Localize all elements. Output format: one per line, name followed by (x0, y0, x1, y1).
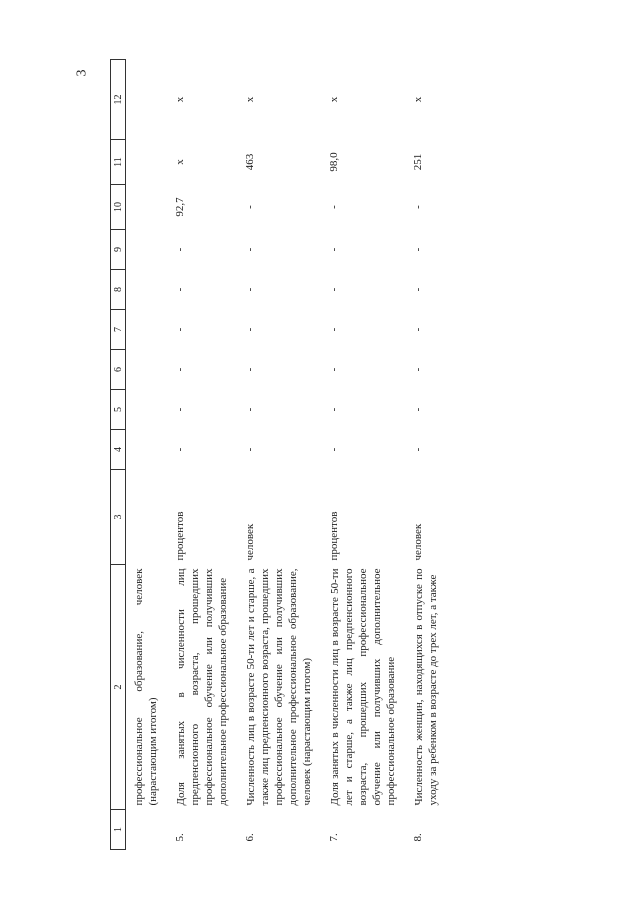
header-cell: 1 (111, 810, 126, 850)
value-cell: - (412, 407, 424, 412)
indicator-name: Численность женщин, находящихся в отпуске по уходу за ребенком в возрасте до трех лет, а также (413, 568, 439, 806)
indicator-name: Доля занятых в численности лиц предпенсионного возраста, прошедших профессиональное обучение или получивших дополнительное профессиональное образование (175, 568, 229, 806)
value-cell: - (412, 367, 424, 372)
value-cell: - (412, 447, 424, 452)
value-cell: - (328, 367, 340, 372)
value-cell: - (244, 247, 256, 252)
indicator-name: Доля занятых в численности лиц в возрасте 50-ти лет и старше, а также лиц предпенсионного возраста, прошедших профессиональное обучение или получивших дополнительное профессиональное образование (329, 568, 397, 806)
value-cell: - (244, 287, 256, 292)
header-cell: 12 (111, 60, 126, 140)
row-number: 6. (244, 833, 256, 842)
header-cell: 11 (111, 140, 126, 185)
value-cell (126, 140, 169, 185)
header-cell: 8 (111, 270, 126, 310)
page-number: 3 (74, 69, 90, 77)
header-cell: 4 (111, 430, 126, 470)
value-cell (126, 350, 169, 390)
header-cell: 2 (111, 565, 126, 810)
header-row (111, 60, 126, 850)
unit: процентов (328, 511, 340, 561)
value-cell: - (174, 367, 186, 372)
value-cell (126, 60, 169, 140)
value-cell: - (174, 447, 186, 452)
value-cell: x (328, 96, 340, 103)
indicators-table (110, 59, 448, 850)
header-cell: 6 (111, 350, 126, 390)
value-cell: x (174, 159, 186, 165)
value-cell: - (328, 447, 340, 452)
value-cell: - (174, 407, 186, 412)
value-cell: 98,0 (328, 152, 340, 172)
value-cell: 92,7 (174, 197, 186, 217)
value-cell (126, 230, 169, 270)
header-cell: 3 (111, 470, 126, 565)
table-row (322, 60, 406, 850)
value-cell: - (412, 205, 424, 209)
value-cell: - (412, 287, 424, 292)
table-row (168, 60, 238, 850)
value-cell (126, 430, 169, 470)
indicator-name: профессиональное образование, человек (нарастающим итогом) (133, 568, 159, 806)
value-cell: - (328, 247, 340, 252)
value-cell (126, 310, 169, 350)
header-cell: 10 (111, 185, 126, 230)
value-cell: - (244, 327, 256, 332)
value-cell: 463 (244, 153, 256, 171)
value-cell: - (244, 367, 256, 372)
unit: человек (244, 523, 256, 561)
value-cell: x (244, 96, 256, 103)
value-cell: x (412, 96, 424, 103)
value-cell: - (328, 205, 340, 209)
value-cell: - (174, 247, 186, 252)
value-cell: - (328, 407, 340, 412)
table-row (126, 60, 169, 850)
value-cell (126, 390, 169, 430)
value-cell: - (412, 247, 424, 252)
value-cell: - (174, 327, 186, 332)
table-row (406, 60, 448, 850)
table-row (238, 60, 322, 850)
indicator-name: Численность лиц в возрасте 50-ти лет и старше, а также лиц предпенсионного возраста, прошедших профессиональное обучение или получивших дополнительное профессиональное образование, человек (нарастающим итогом) (245, 568, 313, 806)
value-cell: 251 (412, 153, 424, 171)
row-number: 7. (328, 833, 340, 842)
row-number: 5. (174, 833, 186, 842)
header-cell: 9 (111, 230, 126, 270)
header-cell: 5 (111, 390, 126, 430)
value-cell (126, 185, 169, 230)
value-cell: - (244, 447, 256, 452)
value-cell: - (244, 407, 256, 412)
rotated-table-area (110, 60, 590, 850)
value-cell (126, 270, 169, 310)
unit: человек (412, 523, 424, 561)
value-cell: x (174, 96, 186, 103)
value-cell: - (174, 287, 186, 292)
unit (126, 470, 169, 565)
value-cell: - (328, 327, 340, 332)
row-number: 8. (412, 833, 424, 842)
header-cell: 7 (111, 310, 126, 350)
unit: процентов (174, 511, 186, 561)
value-cell: - (328, 287, 340, 292)
row-number (126, 810, 169, 850)
value-cell: - (412, 327, 424, 332)
value-cell: - (244, 205, 256, 209)
